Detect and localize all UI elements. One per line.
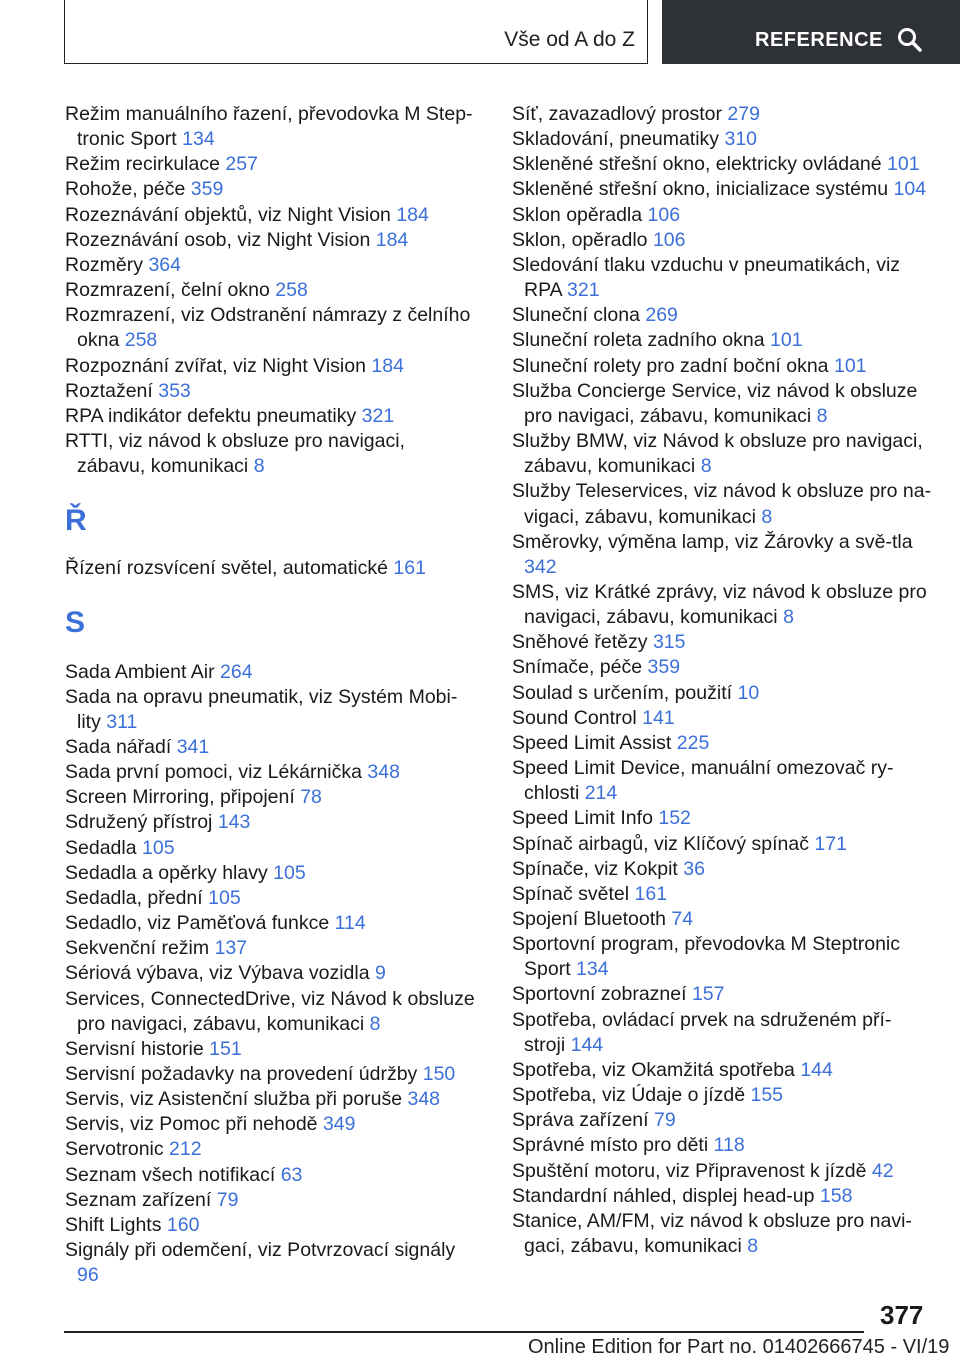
index-entry-text: RPA indikátor defektu pneumatiky [65,404,357,427]
index-page-link[interactable]: 134 [576,958,609,981]
index-entry-text: Sportovní program, převodovka M Steptronic Sport [512,933,901,981]
index-entry [65,1213,475,1238]
index-page-link[interactable]: 364 [148,253,181,276]
index-page-link[interactable]: 257 [225,153,258,176]
index-entry-text: Služba Concierge Service, viz návod k obsluze pro navigaci, zábavu, komunikaci [512,379,918,427]
index-entry [65,1112,475,1137]
index-page-link[interactable]: 105 [273,861,306,884]
header-chapter-tab[interactable] [662,0,960,64]
index-page-link[interactable]: 212 [169,1138,202,1161]
index-page-link[interactable]: 348 [407,1088,441,1111]
index-page-link[interactable]: 214 [584,782,618,805]
index-entry [512,1058,932,1083]
index-page-link[interactable]: 152 [658,807,691,830]
index-entry-text: Rozměry [65,253,144,276]
index-page-link[interactable]: 155 [750,1084,784,1107]
index-page-link[interactable]: 143 [217,811,251,834]
index-entry [65,936,475,961]
index-page-link[interactable]: 157 [691,983,725,1006]
index-entry-text: Sedadla a opěrky hlavy [65,861,268,884]
index-entry-text: Spotřeba, viz Údaje o jízdě [512,1084,746,1107]
index-entry-text: Rozpoznání zvířat, viz Night Vision [65,354,366,377]
index-entry [512,982,932,1007]
index-entry [512,857,932,882]
index-entry [512,756,932,806]
index-entry [65,278,475,303]
index-entry [65,961,475,986]
index-entry [512,1133,932,1158]
index-page-link[interactable]: 264 [220,660,253,683]
footer-edition: Online Edition for Part no. 01402666745 - VI/19 [528,1336,950,1358]
index-entry-text: Spuštění motoru, viz Připravenost k jízdě [512,1159,867,1182]
index-entry [65,1062,475,1087]
index-entry-text: Sada první pomoci, viz Lékárnička [65,761,362,784]
index-entry [512,731,932,756]
index-page-link[interactable]: 8 [783,606,794,629]
index-page-link[interactable]: 353 [158,379,191,402]
index-page-link[interactable]: 79 [654,1109,676,1132]
index-entry [512,832,932,857]
index-column-right [512,102,932,1259]
index-entry [65,102,475,152]
index-entry [65,228,475,253]
index-page-link[interactable]: 225 [676,731,710,754]
index-page-link[interactable]: 161 [393,557,426,580]
index-column-left [65,102,475,1288]
index-entry-text: Rozeznávání osob, viz Night Vision [65,228,371,251]
index-page-link[interactable]: 321 [567,279,600,302]
index-entry [65,354,475,379]
index-entry-text: Služby BMW, viz Návod k obsluze pro navigaci, zábavu, komunikaci [512,430,923,478]
index-entry-text: Sluneční rolety pro zadní boční okna [512,354,829,377]
index-page-link[interactable]: 10 [737,681,760,704]
index-entry [65,1037,475,1062]
index-page-link[interactable]: 114 [334,912,366,935]
index-page-link[interactable]: 349 [322,1113,356,1136]
index-page-link[interactable]: 104 [893,178,927,201]
index-entry [65,303,475,353]
index-page-link[interactable]: 42 [871,1159,894,1182]
index-letter-heading: S [65,605,86,639]
index-entry [65,1163,475,1188]
index-entry [512,681,932,706]
index-entry [65,685,475,735]
index-entry [65,861,475,886]
index-entry-text: Sada nářadí [65,735,172,758]
index-entry-text: Standardní náhled, displej head-up [512,1184,815,1207]
search-icon[interactable] [897,27,923,53]
index-page-link[interactable]: 161 [634,882,668,905]
index-entry [512,907,932,932]
index-entry-text: Sada na opravu pneumatik, viz Systém Mobi‐lity [65,685,458,733]
index-entry [512,253,932,303]
index-page-link[interactable]: 269 [645,304,678,327]
index-page-link[interactable]: 105 [208,886,241,909]
index-page-link[interactable]: 118 [713,1134,745,1157]
index-page-link[interactable]: 8 [816,404,828,427]
index-page-link[interactable]: 78 [300,786,322,809]
index-entry [65,810,475,835]
index-entry [65,987,475,1037]
index-entry [512,882,932,907]
index-entry-text: Skladování, pneumatiky [512,128,720,151]
index-entry-text: Spínač světel [512,882,630,905]
index-page-link[interactable]: 105 [142,836,175,859]
index-entry-text: Správné místo pro děti [512,1134,709,1157]
index-entry-text: Sériová výbava, viz Výbava vozidla [65,962,370,985]
index-page-link[interactable]: 9 [375,962,386,985]
index-entry [512,1184,932,1209]
index-entry [65,556,475,581]
index-entry-text: Spotřeba, ovládací prvek na sdruženém pří‐stroji [512,1008,892,1056]
index-entry [65,1188,475,1213]
index-entry-text: Síť, zavazadlový prostor [512,103,722,125]
index-entry-text: Stanice, AM/FM, viz návod k obsluze pro navi‐gaci, zábavu, komunikaci [512,1209,912,1258]
index-entry [65,1238,475,1288]
index-entry-text: Správa zařízení [512,1109,649,1132]
index-entry [65,760,475,785]
index-entry [512,152,932,177]
index-page-link[interactable]: 8 [369,1012,381,1035]
index-entry-text: Speed Limit Device, manuální omezovač ry‐chlosti [512,757,894,805]
index-page-link[interactable]: 258 [124,329,158,352]
index-page-link[interactable]: 8 [761,505,773,528]
index-entry [512,203,932,228]
index-entry [512,479,932,529]
index-page-link[interactable]: 321 [361,404,395,427]
index-page-link[interactable]: 342 [524,555,557,578]
index-entry-text: Speed Limit Assist [512,731,672,754]
index-page-link[interactable]: 311 [106,710,138,733]
index-page-link[interactable]: 74 [671,908,694,930]
index-entry-text: Sound Control [512,706,637,729]
index-entry-text: Spínače, viz Kokpit [512,857,678,880]
index-entry [512,932,932,982]
index-entry [65,253,475,278]
index-entry [512,630,932,655]
index-page-link[interactable]: 279 [727,103,760,125]
index-entry [512,1108,932,1133]
index-page-link[interactable]: 348 [367,761,400,784]
index-entry-text: Servis, viz Pomoc při nehodě [65,1113,318,1136]
index-page-link[interactable]: 101 [887,153,920,176]
index-page-link[interactable]: 8 [747,1235,759,1258]
index-entry [65,886,475,911]
index-entry-text: Řízení rozsvícení světel, automatické [65,557,388,580]
index-page-link[interactable]: 341 [176,735,210,758]
index-entry-text: Snímače, péče [512,656,643,679]
footer [528,1336,949,1359]
index-entry-text: Servisní historie [65,1037,204,1060]
index-entry-text: Sekvenční režim [65,937,210,960]
index-page-link[interactable]: 359 [190,178,224,201]
index-entry-text: Režim recirkulace [65,153,220,176]
index-entry [65,429,475,479]
index-entry-text: Spotřeba, viz Okamžitá spotřeba [512,1058,795,1081]
index-entry-text: Sklon, opěradlo [512,228,648,251]
index-entry [512,429,932,479]
index-entry [65,1137,475,1162]
index-entry-text: Rozmrazení, čelní okno [65,279,270,302]
index-entry [65,177,475,202]
index-entry-text: Spínač airbagů, viz Klíčový spínač [512,832,809,855]
index-page-link[interactable]: 315 [652,631,686,654]
index-page-link[interactable]: 96 [77,1264,99,1287]
index-entry [512,530,932,580]
index-entry [512,706,932,731]
index-entry-text: Servisní požadavky na provedení údržby [65,1063,418,1085]
index-entry-text: Sedadla, přední [65,886,203,909]
index-entry-text: Seznam všech notifikací [65,1163,276,1186]
index-entry-text: Screen Mirroring, připojení [65,786,295,809]
index-page-link[interactable]: 184 [396,203,429,226]
index-entry-text: Sluneční clona [512,304,640,327]
index-entry-text: Sportovní zobrazneí [512,983,687,1006]
index-entry-text: Směrovky, výměna lamp, viz Žárovky a svě‐tla [512,530,913,553]
index-entry-text: Seznam zařízení [65,1188,212,1211]
index-entry [65,660,475,685]
index-entry [512,1008,932,1058]
index-entry-text: Sedadlo, viz Paměťová funkce [65,912,330,935]
index-entry [65,152,475,177]
index-page-link[interactable]: 137 [214,937,248,960]
index-entry [65,1087,475,1112]
index-entry-text: Spojení Bluetooth [512,908,666,930]
footer-divider [64,1331,864,1333]
index-entry [512,379,932,429]
index-entry-text: Sluneční roleta zadního okna [512,329,765,352]
index-entry-text: Servis, viz Asistenční služba při poruše [65,1088,403,1111]
index-page-link[interactable]: 184 [375,228,409,251]
index-page-link[interactable]: 101 [770,329,803,352]
index-page-link[interactable]: 141 [642,706,675,729]
index-page-link[interactable]: 134 [182,128,215,151]
index-entry [512,303,932,328]
index-entry-text: Servotronic [65,1138,164,1161]
index-entry [512,580,932,630]
index-page-link[interactable]: 144 [570,1033,604,1056]
index-page-link[interactable]: 79 [216,1188,239,1211]
index-letter-heading: Ř [65,504,87,538]
page-number: 377 [880,1300,924,1330]
index-entry-text: Rohože, péče [65,178,186,201]
index-entry [512,655,932,680]
index-entry-text: Skleněné střešní okno, elektricky ovládané [512,153,882,176]
index-page-link[interactable]: 8 [700,455,712,478]
index-entry [512,228,932,253]
index-entry [512,354,932,379]
index-entry-text: Režim manuálního řazení, převodovka M Step‐tronic Sport [65,103,473,151]
index-entry-text: Rozeznávání objektů, viz Night Vision [65,203,391,226]
index-entry-text: Speed Limit Info [512,807,653,830]
index-page-link[interactable]: 63 [280,1163,303,1186]
index-entry [512,102,932,127]
index-entry-text: Sněhové řetězy [512,631,648,654]
index-entry [65,203,475,228]
index-entry [65,836,475,861]
index-page-link[interactable]: 310 [724,128,758,151]
index-entry-text: RTTI, viz návod k obsluze pro navigaci, zábavu, komunikaci [65,430,405,478]
index-entry [65,379,475,404]
index-entry [512,1083,932,1108]
index-entry [65,404,475,429]
index-entry [512,1159,932,1184]
index-entry-text: Soulad s určením, použití [512,681,733,704]
header-chapter-title: REFERENCE [755,29,883,51]
index-page-link[interactable]: 160 [166,1213,200,1236]
header-section-title: Vše od A do Z [504,28,635,51]
index-entry [512,328,932,353]
index-page-link[interactable]: 158 [819,1184,853,1207]
index-entry-text: Services, ConnectedDrive, viz Návod k obsluze pro navigaci, zábavu, komunikaci [65,987,475,1035]
index-page-link[interactable]: 150 [422,1063,456,1085]
index-entry-text: SMS, viz Krátké zprávy, viz návod k obsluze pro navigaci, zábavu, komunikaci [512,580,927,629]
index-entry-text: Sedadla [65,836,137,859]
index-page-link[interactable]: 8 [253,455,265,478]
index-entry-text: Sdružený přístroj [65,811,213,834]
index-entry-text: Rozmrazení, viz Odstranění námrazy z čelního okna [65,304,471,352]
index-page-link[interactable]: 184 [371,354,404,377]
index-entry [65,785,475,810]
index-entry [512,806,932,831]
index-page-link[interactable]: 359 [647,656,681,679]
index-page-link[interactable]: 101 [833,354,867,377]
index-page-link[interactable]: 106 [652,228,686,251]
index-page-link[interactable]: 258 [275,279,308,302]
index-entry [512,127,932,152]
index-entry [512,177,932,202]
index-entry [65,735,475,760]
index-entry-text: Sada Ambient Air [65,660,215,683]
index-page-link[interactable]: 106 [647,203,681,226]
index-entry-text: Skleněné střešní okno, inicializace systému [512,178,889,201]
header-section-box [64,0,648,64]
index-entry [65,911,475,936]
index-page-link[interactable]: 144 [800,1058,833,1081]
index-entry-text: Služby Teleservices, viz návod k obsluze pro na‐vigaci, zábavu, komunikaci [512,480,932,528]
index-entry-text: Roztažení [65,379,153,402]
index-entry [512,1209,932,1259]
index-page-link[interactable]: 171 [814,832,847,855]
index-entry-text: Signály při odemčení, viz Potvrzovací signály [65,1239,456,1262]
index-entry-text: Shift Lights [65,1213,162,1236]
index-entry-text: Sledování tlaku vzduchu v pneumatikách, viz RPA [512,253,901,302]
index-entry-text: Sklon opěradla [512,203,643,226]
index-page-link[interactable]: 36 [683,857,705,880]
index-page-link[interactable]: 151 [209,1037,242,1060]
